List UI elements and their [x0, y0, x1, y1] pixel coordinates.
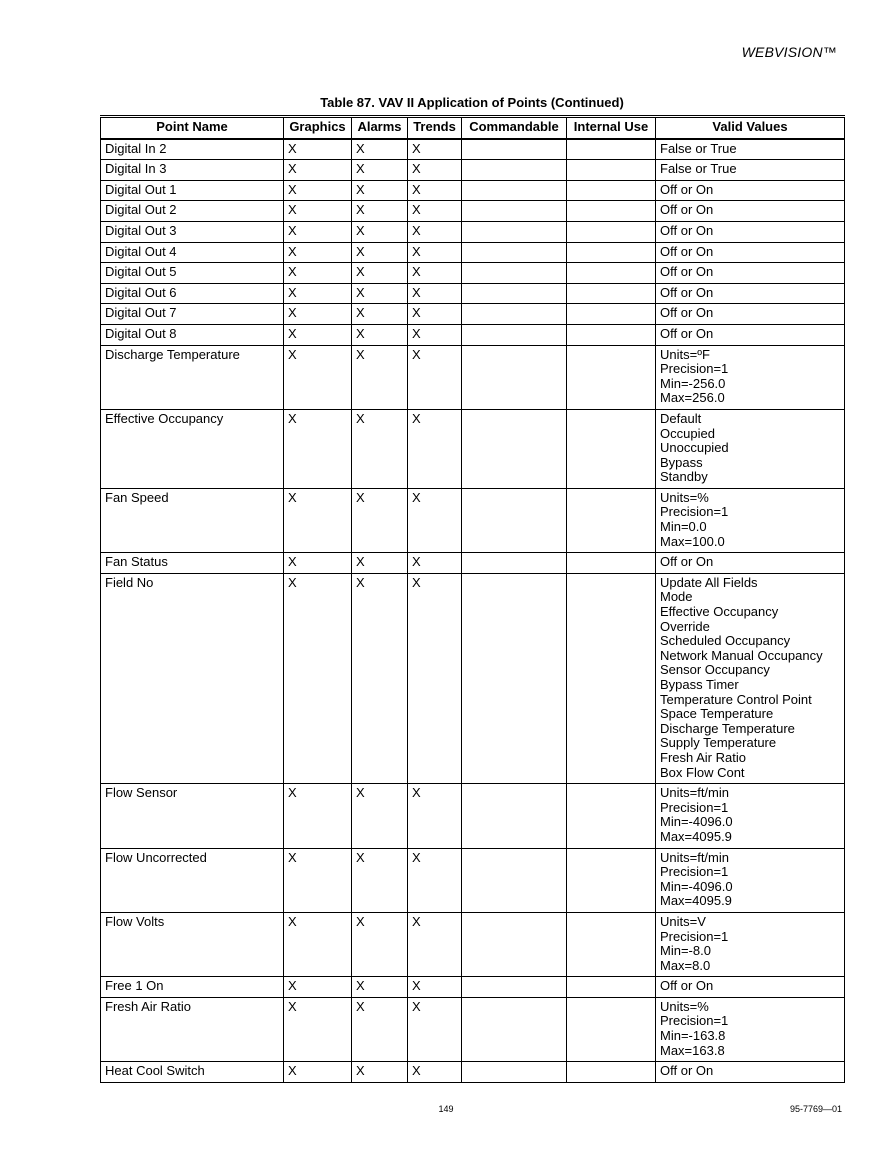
cell-commandable: [462, 304, 567, 325]
cell-commandable: [462, 409, 567, 488]
valid-value-line: Scheduled Occupancy: [660, 633, 791, 649]
cell-trends: X: [408, 139, 462, 160]
valid-value-line: Min=-4096.0: [660, 814, 733, 830]
cell-point-name: Digital In 2: [101, 139, 284, 160]
cell-alarms: X: [352, 324, 408, 345]
valid-value-line: Max=4095.9: [660, 828, 732, 844]
cell-valid-values: [656, 180, 845, 201]
cell-point-name: Digital Out 1: [101, 180, 284, 201]
table-row: [101, 848, 845, 912]
cell-commandable: [462, 283, 567, 304]
cell-internal-use: [567, 488, 656, 552]
running-head: WEBVISION™: [741, 44, 837, 60]
cell-valid-values: [656, 488, 845, 552]
valid-value-line: Off or On: [660, 243, 714, 259]
cell-valid-values: [656, 263, 845, 284]
col-header-valid-values: Valid Values: [656, 117, 845, 139]
valid-value-line: Off or On: [660, 1063, 714, 1079]
cell-graphics: X: [284, 912, 352, 976]
valid-value-line: Update All Fields: [660, 574, 758, 590]
cell-commandable: [462, 488, 567, 552]
cell-graphics: X: [284, 283, 352, 304]
cell-commandable: [462, 784, 567, 848]
valid-value-line: Unoccupied: [660, 440, 729, 456]
table-row: [101, 139, 845, 160]
valid-value-line: Min=-8.0: [660, 943, 711, 959]
valid-value-line: Precision=1: [660, 504, 729, 520]
cell-valid-values: [656, 977, 845, 998]
cell-alarms: X: [352, 1062, 408, 1083]
cell-graphics: X: [284, 263, 352, 284]
table-row: [101, 977, 845, 998]
cell-commandable: [462, 553, 567, 574]
cell-point-name: Digital Out 5: [101, 263, 284, 284]
cell-commandable: [462, 912, 567, 976]
cell-point-name: Field No: [101, 573, 284, 783]
cell-trends: X: [408, 345, 462, 409]
cell-point-name: Fresh Air Ratio: [101, 997, 284, 1061]
cell-commandable: [462, 573, 567, 783]
valid-value-line: Precision=1: [660, 361, 729, 377]
cell-trends: X: [408, 221, 462, 242]
cell-alarms: X: [352, 160, 408, 181]
valid-value-line: Min=-163.8: [660, 1028, 726, 1044]
table-row: [101, 201, 845, 222]
cell-internal-use: [567, 977, 656, 998]
cell-valid-values: [656, 997, 845, 1061]
cell-graphics: X: [284, 553, 352, 574]
cell-graphics: X: [284, 304, 352, 325]
cell-trends: X: [408, 283, 462, 304]
table-row: [101, 345, 845, 409]
cell-graphics: X: [284, 488, 352, 552]
cell-internal-use: [567, 912, 656, 976]
valid-value-line: Off or On: [660, 202, 714, 218]
table-caption: Table 87. VAV II Application of Points (Continued): [320, 95, 624, 110]
col-header-internal-use: Internal Use: [567, 117, 656, 139]
cell-point-name: Digital Out 8: [101, 324, 284, 345]
cell-point-name: Digital Out 3: [101, 221, 284, 242]
table-row: [101, 553, 845, 574]
cell-graphics: X: [284, 1062, 352, 1083]
cell-valid-values: [656, 201, 845, 222]
col-header-graphics: Graphics: [284, 117, 352, 139]
col-header-trends: Trends: [408, 117, 462, 139]
cell-internal-use: [567, 263, 656, 284]
col-header-commandable: Commandable: [462, 117, 567, 139]
cell-alarms: X: [352, 997, 408, 1061]
cell-valid-values: [656, 324, 845, 345]
cell-trends: X: [408, 409, 462, 488]
valid-value-line: Off or On: [660, 305, 714, 321]
cell-point-name: Effective Occupancy: [101, 409, 284, 488]
cell-graphics: X: [284, 784, 352, 848]
cell-alarms: X: [352, 263, 408, 284]
cell-point-name: Digital Out 4: [101, 242, 284, 263]
cell-valid-values: [656, 848, 845, 912]
cell-trends: X: [408, 324, 462, 345]
cell-trends: X: [408, 912, 462, 976]
cell-trends: X: [408, 784, 462, 848]
valid-value-line: Space Temperature: [660, 706, 774, 722]
cell-alarms: X: [352, 201, 408, 222]
valid-value-line: Off or On: [660, 222, 714, 238]
valid-value-line: False or True: [660, 140, 737, 156]
valid-value-line: Off or On: [660, 978, 714, 994]
table-row: [101, 912, 845, 976]
table-body: [101, 139, 845, 1083]
cell-point-name: Flow Volts: [101, 912, 284, 976]
cell-graphics: X: [284, 324, 352, 345]
table-row: [101, 573, 845, 783]
valid-value-line: Precision=1: [660, 799, 729, 815]
valid-value-line: Bypass Timer: [660, 677, 739, 692]
cell-trends: X: [408, 488, 462, 552]
cell-graphics: X: [284, 848, 352, 912]
cell-point-name: Discharge Temperature: [101, 345, 284, 409]
table-row: [101, 263, 845, 284]
cell-internal-use: [567, 848, 656, 912]
table-row: [101, 180, 845, 201]
cell-valid-values: [656, 160, 845, 181]
valid-value-line: Fresh Air Ratio: [660, 749, 746, 765]
valid-value-line: Off or On: [660, 554, 714, 570]
valid-value-line: Max=8.0: [660, 957, 711, 973]
cell-point-name: Digital Out 2: [101, 201, 284, 222]
valid-value-line: Override: [660, 618, 710, 634]
cell-valid-values: [656, 304, 845, 325]
table-row: [101, 409, 845, 488]
col-header-alarms: Alarms: [352, 117, 408, 139]
valid-value-line: Units=ºF: [660, 346, 710, 362]
valid-value-line: Off or On: [660, 264, 714, 280]
cell-alarms: X: [352, 139, 408, 160]
cell-graphics: X: [284, 201, 352, 222]
cell-valid-values: [656, 345, 845, 409]
valid-value-line: Min=0.0: [660, 519, 707, 535]
cell-graphics: X: [284, 409, 352, 488]
cell-point-name: Digital Out 6: [101, 283, 284, 304]
valid-value-line: Standby: [660, 469, 708, 485]
valid-value-line: Max=4095.9: [660, 893, 732, 909]
cell-valid-values: [656, 221, 845, 242]
cell-alarms: X: [352, 242, 408, 263]
cell-alarms: X: [352, 409, 408, 488]
valid-value-line: Discharge Temperature: [660, 720, 795, 736]
cell-commandable: [462, 221, 567, 242]
valid-value-line: Units=ft/min: [660, 785, 729, 801]
cell-alarms: X: [352, 977, 408, 998]
cell-commandable: [462, 139, 567, 160]
cell-point-name: Free 1 On: [101, 977, 284, 998]
valid-value-line: Temperature Control Point: [660, 691, 812, 707]
cell-trends: X: [408, 997, 462, 1061]
cell-internal-use: [567, 345, 656, 409]
valid-value-line: Max=256.0: [660, 390, 725, 406]
cell-trends: X: [408, 977, 462, 998]
cell-alarms: X: [352, 784, 408, 848]
cell-valid-values: [656, 139, 845, 160]
valid-value-line: Sensor Occupancy: [660, 662, 770, 678]
cell-trends: X: [408, 180, 462, 201]
table-row: [101, 324, 845, 345]
cell-valid-values: [656, 409, 845, 488]
cell-point-name: Heat Cool Switch: [101, 1062, 284, 1083]
cell-commandable: [462, 160, 567, 181]
table-row: [101, 283, 845, 304]
cell-commandable: [462, 997, 567, 1061]
cell-trends: X: [408, 573, 462, 783]
cell-trends: X: [408, 263, 462, 284]
document-number: 95-7769—01: [789, 1104, 842, 1114]
valid-value-line: Units=ft/min: [660, 849, 729, 865]
cell-point-name: Digital In 3: [101, 160, 284, 181]
cell-internal-use: [567, 221, 656, 242]
cell-alarms: X: [352, 488, 408, 552]
cell-internal-use: [567, 784, 656, 848]
cell-internal-use: [567, 997, 656, 1061]
cell-valid-values: [656, 912, 845, 976]
valid-value-line: Units=%: [660, 489, 709, 505]
valid-value-line: Mode: [660, 589, 693, 605]
cell-internal-use: [567, 242, 656, 263]
cell-alarms: X: [352, 345, 408, 409]
cell-commandable: [462, 180, 567, 201]
cell-trends: X: [408, 848, 462, 912]
valid-value-line: Precision=1: [660, 1013, 729, 1029]
cell-graphics: X: [284, 160, 352, 181]
col-header-point-name: Point Name: [101, 117, 284, 139]
cell-valid-values: [656, 784, 845, 848]
cell-internal-use: [567, 553, 656, 574]
cell-graphics: X: [284, 573, 352, 783]
valid-value-line: Precision=1: [660, 864, 729, 880]
valid-value-line: Min=-256.0: [660, 375, 726, 391]
cell-commandable: [462, 324, 567, 345]
cell-internal-use: [567, 160, 656, 181]
valid-value-line: Network Manual Occupancy: [660, 647, 823, 663]
table-row: [101, 221, 845, 242]
cell-commandable: [462, 848, 567, 912]
cell-trends: X: [408, 304, 462, 325]
valid-value-line: Bypass: [660, 454, 703, 470]
valid-value-line: Min=-4096.0: [660, 878, 733, 894]
cell-point-name: Flow Uncorrected: [101, 848, 284, 912]
cell-internal-use: [567, 139, 656, 160]
cell-point-name: Digital Out 7: [101, 304, 284, 325]
valid-value-line: Max=163.8: [660, 1042, 725, 1058]
cell-internal-use: [567, 1062, 656, 1083]
valid-value-line: Supply Temperature: [660, 735, 777, 751]
cell-internal-use: [567, 304, 656, 325]
cell-trends: X: [408, 242, 462, 263]
valid-value-line: Default: [660, 410, 702, 426]
cell-valid-values: [656, 553, 845, 574]
cell-internal-use: [567, 283, 656, 304]
valid-value-line: Units=%: [660, 998, 709, 1014]
valid-value-line: Box Flow Cont: [660, 764, 745, 780]
cell-commandable: [462, 345, 567, 409]
valid-value-line: Occupied: [660, 425, 715, 441]
cell-graphics: X: [284, 180, 352, 201]
cell-commandable: [462, 1062, 567, 1083]
table-header-row: [101, 117, 845, 139]
cell-valid-values: [656, 573, 845, 783]
valid-value-line: Off or On: [660, 284, 714, 300]
cell-alarms: X: [352, 283, 408, 304]
cell-internal-use: [567, 573, 656, 783]
cell-graphics: X: [284, 997, 352, 1061]
cell-commandable: [462, 263, 567, 284]
cell-point-name: Fan Status: [101, 553, 284, 574]
cell-trends: X: [408, 1062, 462, 1083]
cell-point-name: Fan Speed: [101, 488, 284, 552]
cell-alarms: X: [352, 848, 408, 912]
cell-graphics: X: [284, 221, 352, 242]
cell-trends: X: [408, 201, 462, 222]
cell-alarms: X: [352, 573, 408, 783]
cell-valid-values: [656, 1062, 845, 1083]
cell-commandable: [462, 201, 567, 222]
cell-graphics: X: [284, 139, 352, 160]
cell-alarms: X: [352, 553, 408, 574]
table-row: [101, 304, 845, 325]
valid-value-line: False or True: [660, 161, 737, 177]
cell-graphics: X: [284, 345, 352, 409]
cell-valid-values: [656, 242, 845, 263]
table-row: [101, 784, 845, 848]
table-row: [101, 242, 845, 263]
cell-internal-use: [567, 409, 656, 488]
page-number: 149: [438, 1104, 454, 1114]
cell-internal-use: [567, 324, 656, 345]
cell-alarms: X: [352, 180, 408, 201]
cell-alarms: X: [352, 221, 408, 242]
cell-point-name: Flow Sensor: [101, 784, 284, 848]
cell-trends: X: [408, 160, 462, 181]
table-row: [101, 997, 845, 1061]
cell-trends: X: [408, 553, 462, 574]
valid-value-line: Effective Occupancy: [660, 604, 779, 620]
table-row: [101, 488, 845, 552]
cell-graphics: X: [284, 242, 352, 263]
cell-graphics: X: [284, 977, 352, 998]
valid-value-line: Off or On: [660, 325, 714, 341]
cell-commandable: [462, 977, 567, 998]
valid-value-line: Units=V: [660, 913, 706, 929]
points-table: [100, 115, 845, 1083]
cell-commandable: [462, 242, 567, 263]
cell-alarms: X: [352, 304, 408, 325]
cell-internal-use: [567, 201, 656, 222]
table-row: [101, 160, 845, 181]
cell-valid-values: [656, 283, 845, 304]
valid-value-line: Off or On: [660, 181, 714, 197]
valid-value-line: Max=100.0: [660, 533, 725, 549]
valid-value-line: Precision=1: [660, 928, 729, 944]
cell-internal-use: [567, 180, 656, 201]
table-row: [101, 1062, 845, 1083]
cell-alarms: X: [352, 912, 408, 976]
